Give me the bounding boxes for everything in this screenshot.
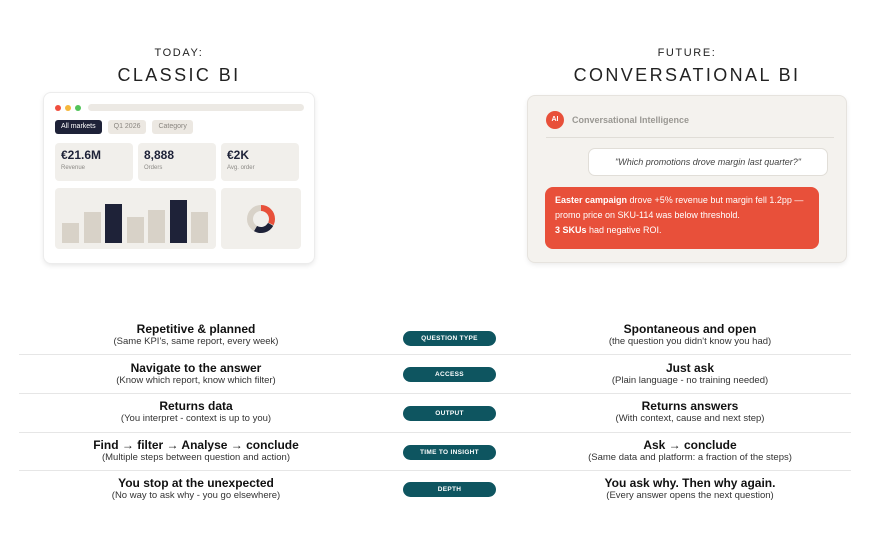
classic-bi-dashboard — [44, 93, 314, 263]
row-divider — [19, 432, 851, 433]
filter-chip-all-markets[interactable]: All markets — [55, 120, 102, 134]
bar-chart-panel — [55, 188, 216, 249]
classic-sub: (Multiple steps between question and action) — [101, 452, 290, 463]
kpi-card-revenue — [55, 143, 133, 181]
bar-chart-bar — [105, 204, 122, 243]
donut-chart-panel — [221, 188, 301, 249]
dimension-pill-output: OUTPUT — [403, 406, 496, 421]
conversational-bi-kicker: FUTURE: — [657, 47, 717, 59]
user-question-bubble: "Which promotions drove margin last quarter?" — [588, 148, 828, 176]
conversational-cell — [540, 476, 840, 502]
bar-chart-bar — [62, 223, 79, 243]
answer-highlight: Easter campaign — [555, 195, 628, 205]
answer-text: had negative ROI. — [586, 225, 662, 235]
conversational-cell — [540, 438, 840, 464]
conversational-sub: (Plain language - no training needed) — [611, 375, 769, 386]
classic-main: Navigate to the answer — [130, 361, 262, 375]
kpi-value: 8,888 — [144, 148, 175, 162]
classic-cell — [46, 476, 346, 502]
conversational-main: Spontaneous and open — [623, 322, 757, 336]
classic-main: Returns data — [159, 399, 233, 413]
conversational-cell — [540, 361, 840, 387]
filter-chip-category[interactable]: Category — [152, 120, 192, 134]
bar-chart-bar — [127, 217, 144, 243]
conversational-bi-chat — [528, 96, 846, 262]
kpi-cards — [55, 143, 299, 181]
ai-avatar: AI — [546, 111, 564, 129]
conversational-sub: (With context, cause and next step) — [615, 413, 765, 424]
dimension-pill-time-to-insight: TIME TO INSIGHT — [403, 445, 496, 460]
dimension-pill-depth: DEPTH — [403, 482, 496, 497]
conversational-sub: (Every answer opens the next question) — [606, 490, 774, 501]
classic-sub: (Same KPI's, same report, every week) — [113, 336, 279, 347]
conversational-main: Returns answers — [641, 399, 739, 413]
dimension-pill-question-type: QUESTION TYPE — [403, 331, 496, 346]
row-divider — [19, 470, 851, 471]
classic-main: You stop at the unexpected — [118, 476, 274, 490]
classic-cell — [46, 438, 346, 464]
classic-main: Find → filter → Analyse → conclude — [93, 438, 299, 452]
filter-chip-period[interactable]: Q1 2026 — [108, 120, 147, 134]
dimension-pill-access: ACCESS — [403, 367, 496, 382]
classic-cell — [46, 399, 346, 425]
ai-answer-bubble — [545, 187, 819, 249]
conversational-main: Just ask — [665, 361, 715, 375]
row-divider — [19, 354, 851, 355]
classic-sub: (No way to ask why - you go elsewhere) — [111, 490, 281, 501]
answer-highlight: 3 SKUs — [555, 225, 587, 235]
address-bar — [88, 104, 304, 111]
conversational-bi-heading — [567, 47, 807, 86]
classic-cell — [46, 322, 346, 348]
conversational-sub: (Same data and platform: a fraction of the steps) — [588, 452, 792, 463]
maximize-dot-icon — [75, 105, 81, 111]
kpi-label: Avg. order — [227, 165, 255, 171]
chat-divider — [546, 137, 834, 138]
classic-main: Repetitive & planned — [136, 322, 256, 336]
classic-bi-title: CLASSIC BI — [117, 65, 241, 85]
conversational-main: You ask why. Then why again. — [604, 476, 776, 490]
donut-chart-icon — [245, 203, 277, 235]
classic-sub: (Know which report, know which filter) — [116, 375, 276, 386]
conversational-main: Ask → conclude — [643, 438, 737, 452]
bar-chart-bar — [84, 212, 101, 243]
kpi-value: €21.6M — [61, 148, 102, 162]
conversational-cell — [540, 399, 840, 425]
classic-bi-kicker: TODAY: — [154, 47, 204, 59]
conversational-sub: (the question you didn't know you had) — [608, 336, 772, 347]
kpi-label: Revenue — [61, 165, 86, 171]
answer-text: drove +5% revenue but margin fell 1.2pp — promo price on SKU-114 was below threshold. — [555, 195, 804, 220]
row-divider — [19, 393, 851, 394]
kpi-value: €2K — [227, 148, 250, 162]
conversational-cell — [540, 322, 840, 348]
conversational-bi-title: CONVERSATIONAL BI — [573, 65, 801, 85]
kpi-card-orders — [138, 143, 216, 181]
bar-chart-bar — [191, 212, 208, 243]
classic-bi-heading — [79, 47, 279, 86]
bar-chart-bar — [148, 210, 165, 243]
kpi-card-avg-order — [221, 143, 299, 181]
filter-chips — [55, 120, 193, 134]
minimize-dot-icon — [65, 105, 71, 111]
classic-cell — [46, 361, 346, 387]
window-controls — [55, 105, 81, 111]
kpi-label: Orders — [144, 165, 163, 171]
classic-sub: (You interpret - context is up to you) — [120, 413, 272, 424]
chat-title: Conversational Intelligence — [572, 115, 690, 125]
close-dot-icon — [55, 105, 61, 111]
bar-chart-bar — [170, 200, 187, 243]
